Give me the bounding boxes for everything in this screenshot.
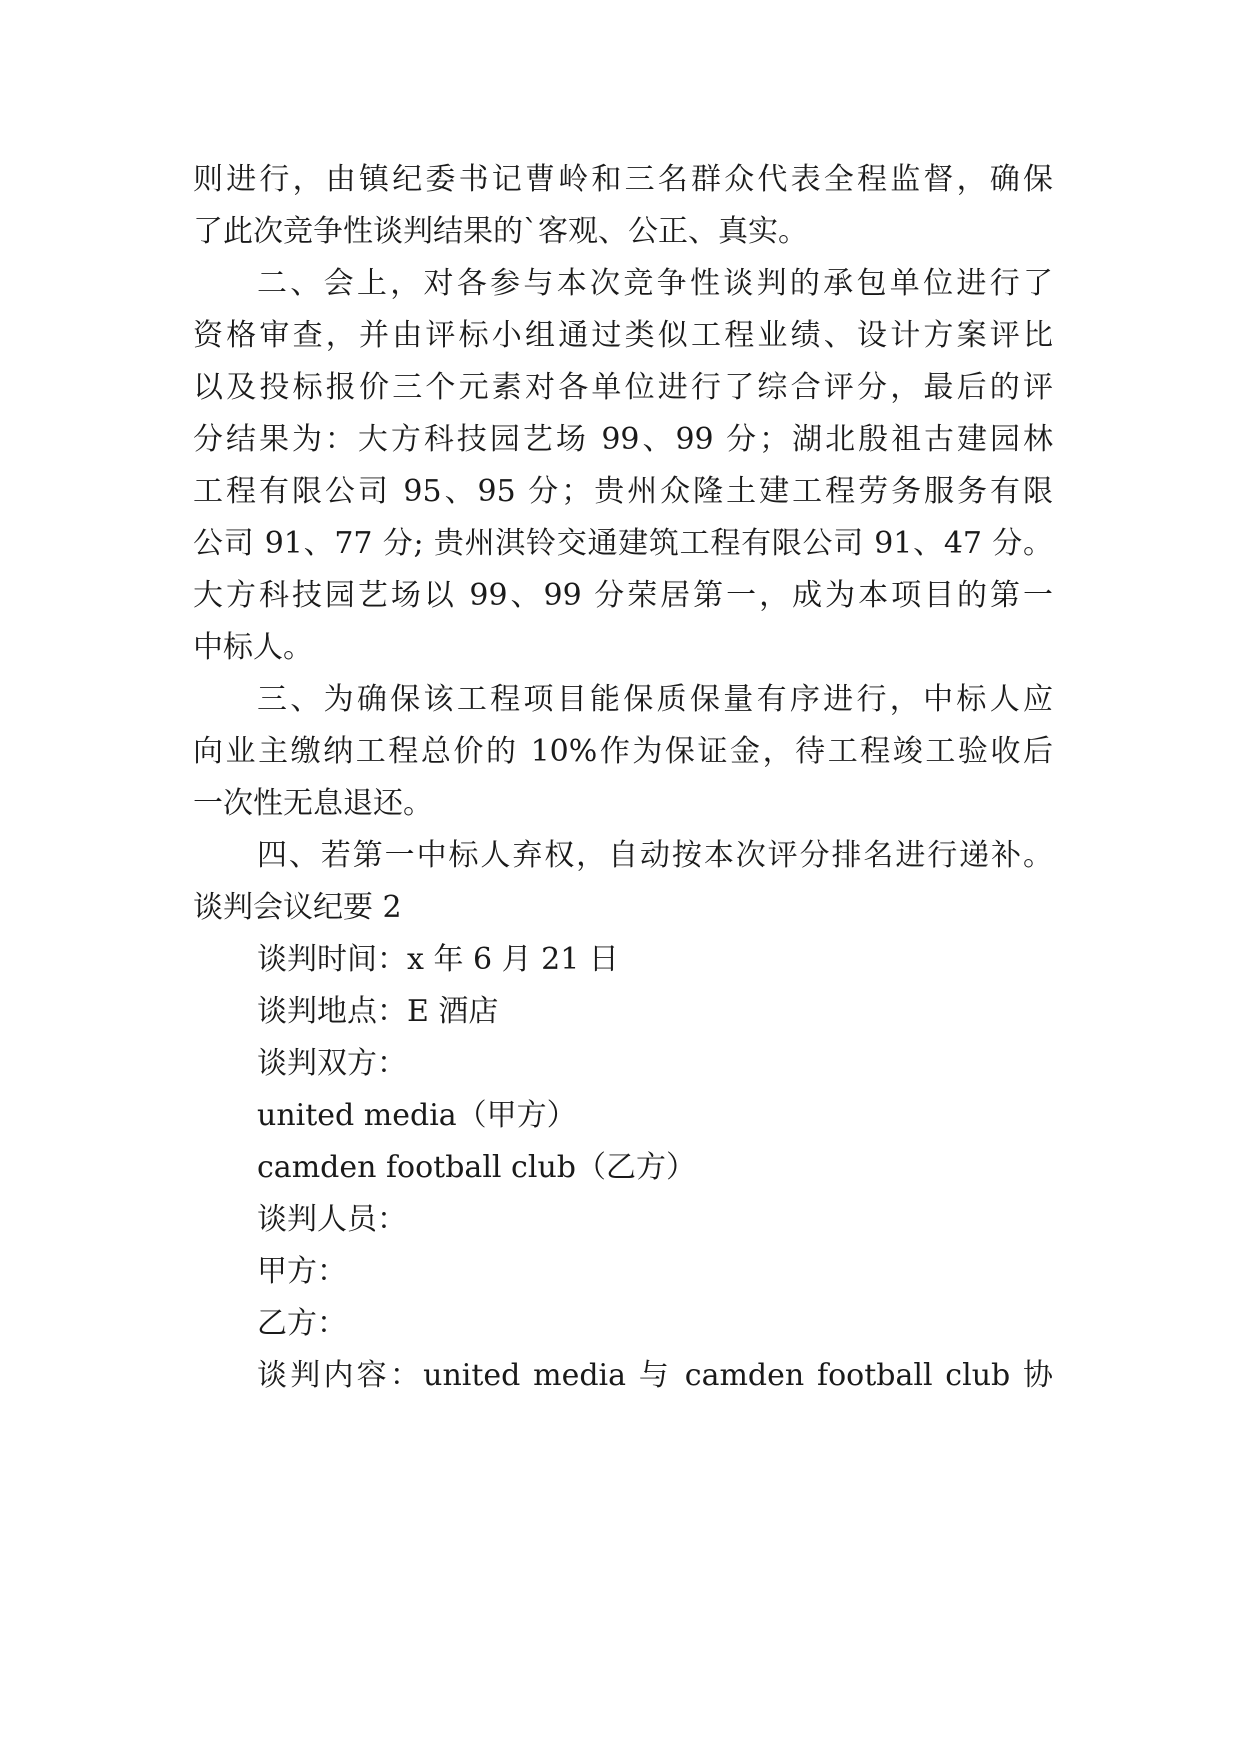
paragraph-line: 二、会上，对各参与本次竞争性谈判的承包单位进行了 <box>257 266 1053 301</box>
paragraph-line: 一次性无息退还。 <box>193 786 433 821</box>
meeting-location: 谈判地点：E 酒店 <box>257 994 499 1029</box>
party-b-negotiators: 乙方： <box>257 1306 347 1341</box>
paragraph-line: 资格审查，并由评标小组通过类似工程业绩、设计方案评比 <box>193 318 1053 353</box>
negotiation-content: 谈判内容：united media 与 camden football club 协 <box>257 1358 1053 1393</box>
meeting-time: 谈判时间：x 年 6 月 21 日 <box>257 942 619 977</box>
paragraph-line: 工程有限公司 95、95 分；贵州众隆土建工程劳务服务有限 <box>193 474 1053 509</box>
paragraph-line: 三、为确保该工程项目能保质保量有序进行，中标人应 <box>257 682 1053 717</box>
party-a: united media（甲方） <box>257 1098 577 1133</box>
party-b: camden football club（乙方） <box>257 1150 696 1185</box>
paragraph-line: 四、若第一中标人弃权，自动按本次评分排名进行递补。 <box>257 838 1053 873</box>
negotiating-parties-label: 谈判双方： <box>257 1046 407 1081</box>
paragraph-line: 以及投标报价三个元素对各单位进行了综合评分，最后的评 <box>193 370 1053 405</box>
paragraph-line: 中标人。 <box>193 630 313 665</box>
paragraph-line: 向业主缴纳工程总价的 10%作为保证金，待工程竣工验收后 <box>193 734 1053 769</box>
paragraph-line: 则进行，由镇纪委书记曹岭和三名群众代表全程监督，确保 <box>193 162 1053 197</box>
negotiators-label: 谈判人员： <box>257 1202 407 1237</box>
paragraph-line: 大方科技园艺场以 99、99 分荣居第一，成为本项目的第一 <box>193 578 1053 613</box>
paragraph-line: 分结果为：大方科技园艺场 99、99 分；湖北殷祖古建园林 <box>193 422 1053 457</box>
paragraph-line: 公司 91、77 分; 贵州淇铃交通建筑工程有限公司 91、47 分。 <box>193 526 1053 561</box>
party-a-negotiators: 甲方： <box>257 1254 347 1289</box>
section-heading: 谈判会议纪要 2 <box>193 890 402 925</box>
paragraph-line: 了此次竞争性谈判结果的`客观、公正、真实。 <box>193 214 808 249</box>
